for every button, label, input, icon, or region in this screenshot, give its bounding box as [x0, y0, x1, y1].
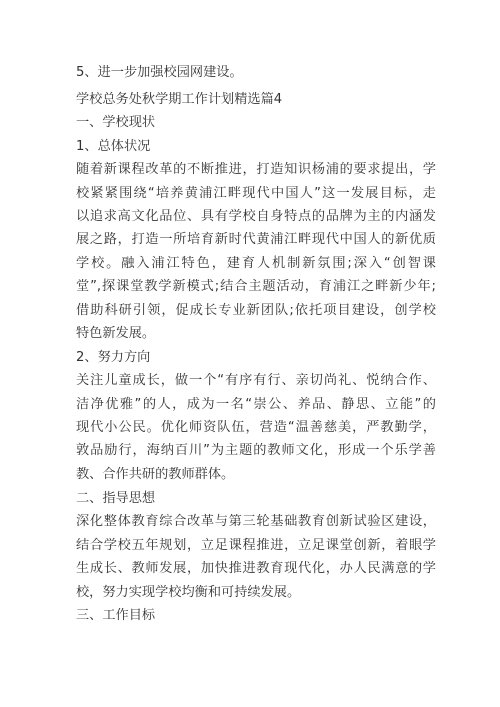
paragraph-line: 特色新发展。 — [76, 326, 156, 341]
paragraph-line: 结合学校五年规划，立足课程推进，立足课堂创新，着眼学 — [76, 538, 436, 553]
paragraph-line: 校，努力实现学校均衡和可持续发展。 — [76, 585, 301, 600]
section-heading: 三、工作目标 — [76, 608, 156, 623]
subsection-heading: 1、总体状况 — [76, 139, 151, 154]
paragraph-line: 现代小公民。优化师资队伍，营造“温善慈美，严教勤学， — [76, 420, 436, 435]
paragraph-line: 展之路，打造一所培育新时代黄浦江畔现代中国人的新优质 — [76, 232, 436, 247]
paragraph-line: 生成长、教师发展，加快推进教育现代化，办人民满意的学 — [76, 561, 436, 576]
paragraph-line: 堂”,探课堂教学新模式;结合主题活动，育浦江之畔新少年; — [76, 279, 436, 294]
section-heading: 二、指导思想 — [76, 491, 156, 506]
paragraph-line: 借助科研引领，促成长专业新团队;依托项目建设，创学校 — [76, 303, 436, 318]
paragraph-line: 校紧紧围绕“培养黄浦江畔现代中国人”这一发展目标，走 — [76, 186, 436, 201]
paragraph-line: 深化整体教育综合改革与第三轮基础教育创新试验区建设， — [76, 514, 436, 529]
paragraph-line: 教、合作共研的教师群体。 — [76, 467, 235, 482]
paragraph-line: 随着新课程改革的不断推进，打造知识杨浦的要求提出，学 — [76, 162, 436, 177]
paragraph-line: 关注儿童成长，做一个“有序有行、亲切尚礼、悦纳合作、 — [76, 373, 436, 388]
paragraph-line: 学校。融入浦江特色，建育人机制新氛围;深入“创智课 — [76, 256, 436, 271]
paragraph-line: 敦品励行，海纳百川”为主题的教师文化，形成一个乐学善 — [76, 443, 436, 458]
subsection-heading: 2、努力方向 — [76, 350, 151, 365]
paragraph-line: 以追求高文化品位、具有学校自身特点的品牌为主的内涵发 — [76, 209, 436, 224]
document-title: 学校总务处秋学期工作计划精选篇4 — [76, 92, 283, 107]
section-heading: 一、学校现状 — [76, 115, 156, 130]
paragraph-line: 洁净优雅”的人，成为一名“崇公、养品、静思、立能”的 — [76, 397, 436, 412]
list-item: 5、进一步加强校园网建设。 — [76, 65, 243, 80]
